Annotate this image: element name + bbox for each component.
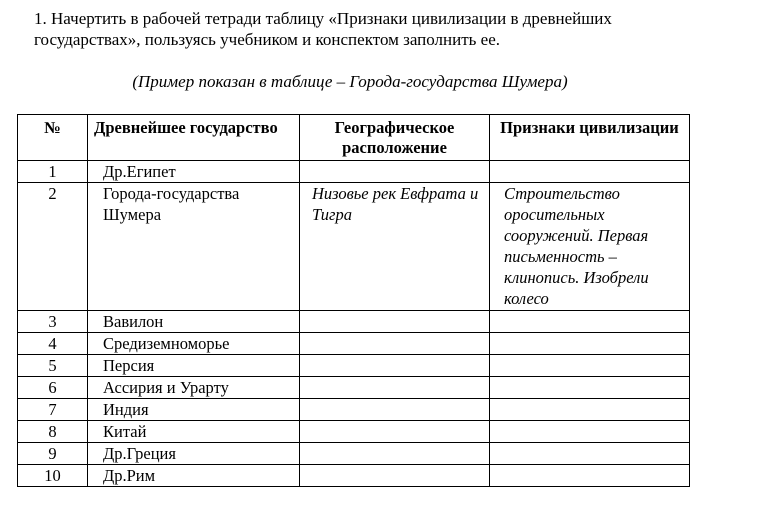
row-num: 2	[18, 183, 88, 311]
table-row	[18, 333, 690, 355]
row-num: 6	[18, 377, 88, 399]
row-state: Средиземноморье	[88, 333, 300, 355]
task-text: 1. Начертить в рабочей тетради таблицу «Признаки цивилизации в древнейших государствах», пользуясь учебником и конспектом заполнить ее.	[34, 9, 612, 49]
row-num: 8	[18, 421, 88, 443]
table-row	[18, 399, 690, 421]
row-signs	[490, 399, 690, 421]
row-state: Ассирия и Урарту	[88, 377, 300, 399]
table-row	[18, 183, 690, 311]
row-signs	[490, 333, 690, 355]
table-row	[18, 355, 690, 377]
row-geo	[300, 161, 490, 183]
table-row	[18, 421, 690, 443]
row-geo	[300, 465, 490, 487]
header-num: №	[18, 115, 88, 161]
table-row	[18, 443, 690, 465]
row-geo	[300, 333, 490, 355]
row-state: Индия	[88, 399, 300, 421]
row-num: 7	[18, 399, 88, 421]
header-geo: Географическое расположение	[300, 115, 490, 161]
row-num: 9	[18, 443, 88, 465]
row-signs	[490, 355, 690, 377]
row-signs: Строительство оросительных сооружений. Первая письменность – клинопись. Изобрели колесо	[490, 183, 690, 311]
row-state: Города-государства Шумера	[88, 183, 300, 311]
row-num: 4	[18, 333, 88, 355]
row-state: Вавилон	[88, 311, 300, 333]
row-geo	[300, 443, 490, 465]
row-num: 5	[18, 355, 88, 377]
row-geo	[300, 311, 490, 333]
header-state: Древнейшее государство	[88, 115, 300, 161]
civilization-table	[17, 114, 690, 487]
row-signs	[490, 421, 690, 443]
row-state: Др.Египет	[88, 161, 300, 183]
row-num: 10	[18, 465, 88, 487]
table-row	[18, 465, 690, 487]
example-note: (Пример показан в таблице – Города-государства Шумера)	[132, 72, 568, 91]
row-signs	[490, 377, 690, 399]
row-num: 3	[18, 311, 88, 333]
table-row	[18, 161, 690, 183]
row-num: 1	[18, 161, 88, 183]
table-header-row	[18, 115, 690, 161]
row-state: Китай	[88, 421, 300, 443]
row-geo	[300, 355, 490, 377]
row-geo	[300, 377, 490, 399]
table-row	[18, 377, 690, 399]
row-signs	[490, 443, 690, 465]
row-signs	[490, 465, 690, 487]
row-geo	[300, 399, 490, 421]
row-state: Др.Рим	[88, 465, 300, 487]
row-geo: Низовье рек Евфрата и Тигра	[300, 183, 490, 311]
row-geo	[300, 421, 490, 443]
row-state: Др.Греция	[88, 443, 300, 465]
row-signs	[490, 161, 690, 183]
row-state: Персия	[88, 355, 300, 377]
table-row	[18, 311, 690, 333]
row-signs	[490, 311, 690, 333]
header-signs: Признаки цивилизации	[490, 115, 690, 161]
